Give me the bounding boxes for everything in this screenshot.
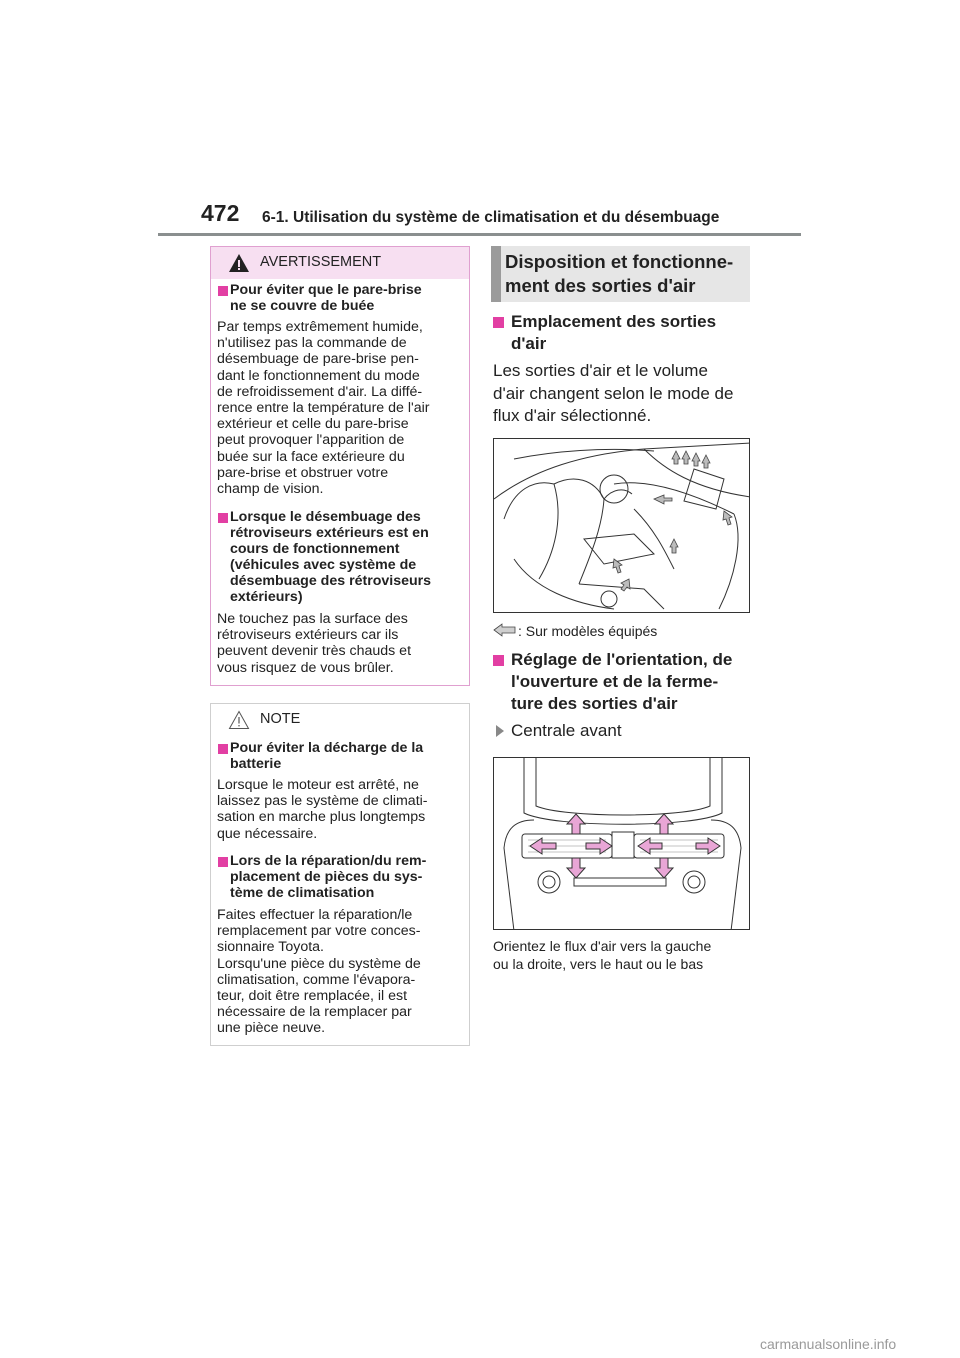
section-bullet: [218, 857, 228, 867]
warning-header: [211, 247, 469, 279]
section-header-bar: [491, 246, 501, 302]
sub-heading-outlets: Emplacement des sorties d'air: [511, 312, 717, 353]
item-arrow-icon: [495, 724, 505, 738]
note-title: NOTE: [260, 711, 301, 727]
note-text-1: Lorsque le moteur est arrêté, ne laissez pas le système de climati- sation en marche plus longtemps que nécessaire.: [217, 777, 428, 842]
warning-triangle-icon: [228, 253, 250, 273]
center-vents-figure: [493, 757, 750, 930]
sub-heading-adjust: Réglage de l'orientation, de l'ouverture et de la ferme- ture des sorties d'air: [511, 650, 733, 713]
watermark: carmanualsonline.info: [760, 1336, 897, 1352]
warning-text-1: Par temps extrêmement humide, n'utilisez pas la commande de désembuage de pare-brise pen- dant le fonctionnement du mode de refroidissement d'air. La diffé- rence entre la température de l'air extérieur et celle du pare-brise peut provoquer l'apparition de buée sur la face extérieure du pare-brise et obstruer votre champ de vision.: [217, 319, 430, 498]
section-bullet: [493, 317, 504, 328]
center-vents-illustration: [494, 758, 750, 930]
section-bullet: [218, 744, 228, 754]
note-text-2: Faites effectuer la réparation/le remplacement par votre conces- sionnaire Toyota. Lorsqu'une pièce du système de climatisation, comme l'évapora- teur, doit être remplacée, il est nécessaire de la remplacer par une pièce neuve.: [217, 907, 421, 1037]
section-bullet: [493, 655, 504, 666]
section-bullet: [218, 286, 228, 296]
page-number: 472: [201, 200, 240, 226]
cabin-illustration: [494, 439, 750, 613]
warning-heading-2: Lorsque le désembuage des rétroviseurs extérieurs est en cours de fonctionnement (véhicules avec système de désembuage des rétroviseurs extérieurs): [230, 509, 432, 605]
legend-text: : Sur modèles équipés: [518, 623, 658, 639]
warning-text-2: Ne touchez pas la surface des rétroviseurs extérieurs car ils peuvent devenir très chauds et vous risquez de vous brûler.: [217, 611, 412, 676]
warning-title: AVERTISSEMENT: [260, 254, 382, 270]
section-header: [491, 246, 750, 302]
optional-outlet-arrow-icon: [493, 623, 517, 637]
vents-caption: Orientez le flux d'air vers la gauche ou la droite, vers le haut ou le bas: [493, 938, 712, 972]
warning-heading-1: Pour éviter que le pare-brise ne se couvre de buée: [230, 282, 422, 314]
item-center-front: Centrale avant: [511, 721, 622, 740]
outlets-description: Les sorties d'air et le volume d'air changent selon le mode de flux d'air sélectionné.: [493, 361, 734, 425]
chapter-title: 6-1. Utilisation du système de climatisation et du désembuage: [262, 209, 720, 226]
note-header: [211, 704, 469, 736]
note-heading-2: Lors de la réparation/du rem- placement de pièces du sys- tème de climatisation: [230, 853, 427, 901]
note-heading-1: Pour éviter la décharge de la batterie: [230, 740, 424, 772]
cabin-outlets-figure: [493, 438, 750, 613]
section-bullet: [218, 513, 228, 523]
note-box: [210, 703, 470, 1046]
warning-box: [210, 246, 470, 686]
section-title: Disposition et fonctionne- ment des sorties d'air: [505, 251, 734, 296]
caution-triangle-outline-icon: [228, 710, 250, 730]
header-divider: [158, 233, 801, 236]
